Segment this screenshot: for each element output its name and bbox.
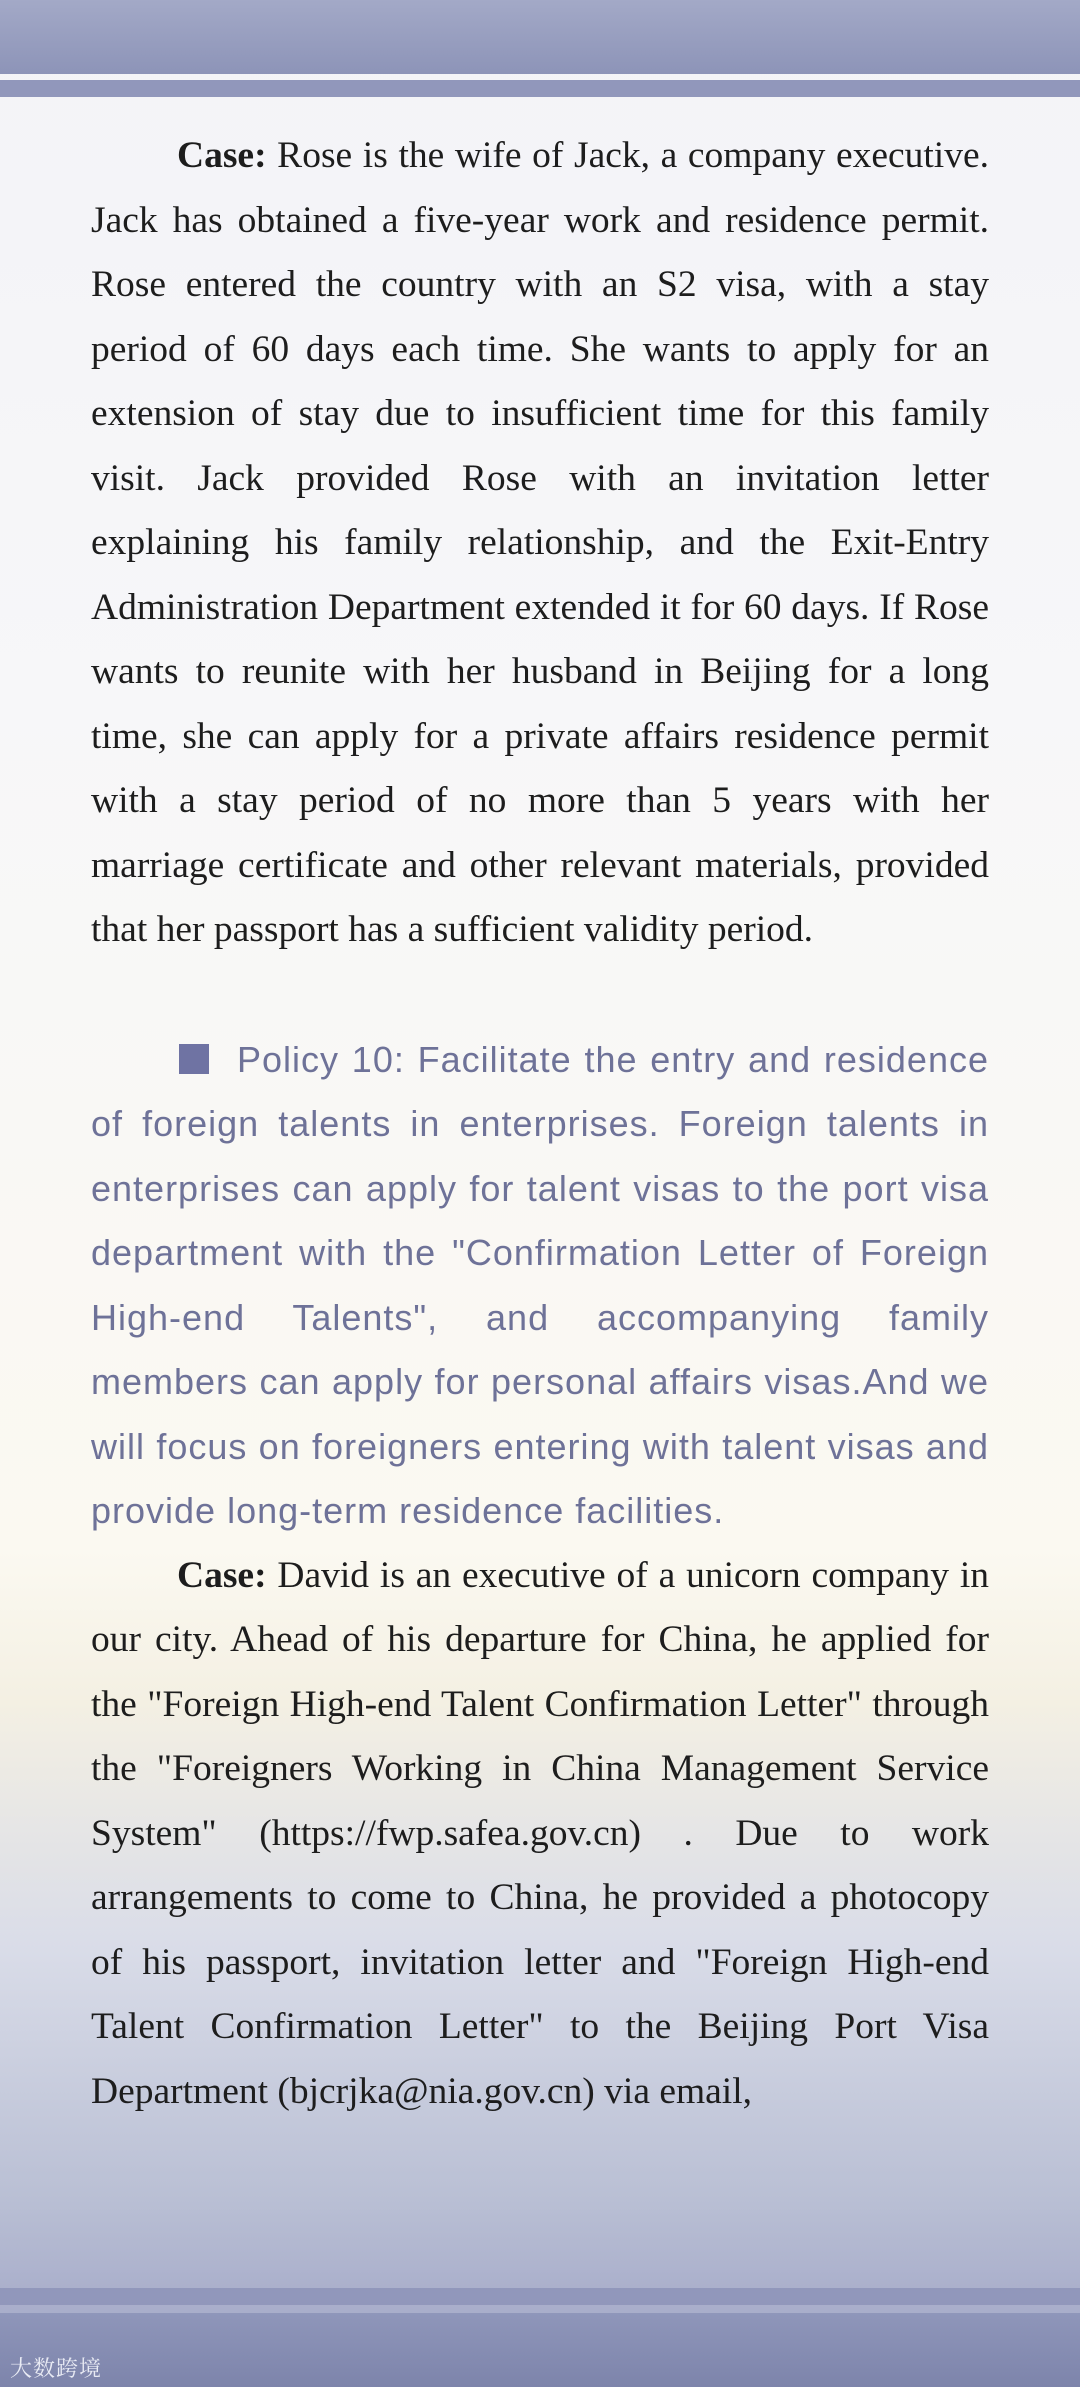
case-label: Case: bbox=[177, 1554, 267, 1596]
top-decorative-band bbox=[0, 0, 1080, 74]
case-text: Rose is the wife of Jack, a company executive. Jack has obtained a five-year work and residence permit. Rose entered the country with an S2 visa, with a stay period of 60 days each time. She wants to apply for an extension of stay due to insufficient time for this family visit. Jack provided Rose with an invitation letter explaining his family relationship, and the Exit-Entry Administration Department extended it for 60 days. If Rose wants to reunite with her husband in Beijing for a long time, she can apply for a private affairs residence permit with a stay period of no more than 5 years with her marriage certificate and other relevant materials, provided that her passport has a sufficient validity period. bbox=[91, 135, 989, 950]
case-paragraph-david bbox=[91, 1544, 989, 2125]
section-spacer bbox=[91, 963, 989, 1028]
square-bullet-icon bbox=[179, 1044, 209, 1074]
watermark-logo: 大数跨境 bbox=[10, 2357, 103, 2382]
policy-10-paragraph bbox=[91, 1028, 989, 1544]
policy-text: Policy 10: Facilitate the entry and residence of foreign talents in enterprises. Foreign talents in enterprises can apply for talent visas to the port visa department with the "Confirmation Letter of Foreign High-end Talents", and accompanying family members can apply for personal affairs visas.And we will focus on foreigners entering with talent visas and provide long-term residence facilities. bbox=[91, 1038, 989, 1531]
case-text: David is an executive of a unicorn company in our city. Ahead of his departure for China, he applied for the "Foreign High-end Talent Confirmation Letter" through the "Foreigners Working in China Management Service System" (https://fwp.safea.gov.cn) . Due to work arrangements to come to China, he provided a photocopy of his passport, invitation letter and "Foreign High-end Talent Confirmation Letter" to the Beijing Port Visa Department (bjcrjka@nia.gov.cn) via email, bbox=[91, 1554, 989, 2112]
bottom-divider-line bbox=[0, 2288, 1080, 2305]
bottom-decorative-band bbox=[0, 2313, 1080, 2387]
case-paragraph-rose bbox=[91, 124, 989, 963]
article-body bbox=[91, 124, 989, 2124]
top-divider-line bbox=[0, 80, 1080, 97]
case-label: Case: bbox=[177, 135, 267, 176]
